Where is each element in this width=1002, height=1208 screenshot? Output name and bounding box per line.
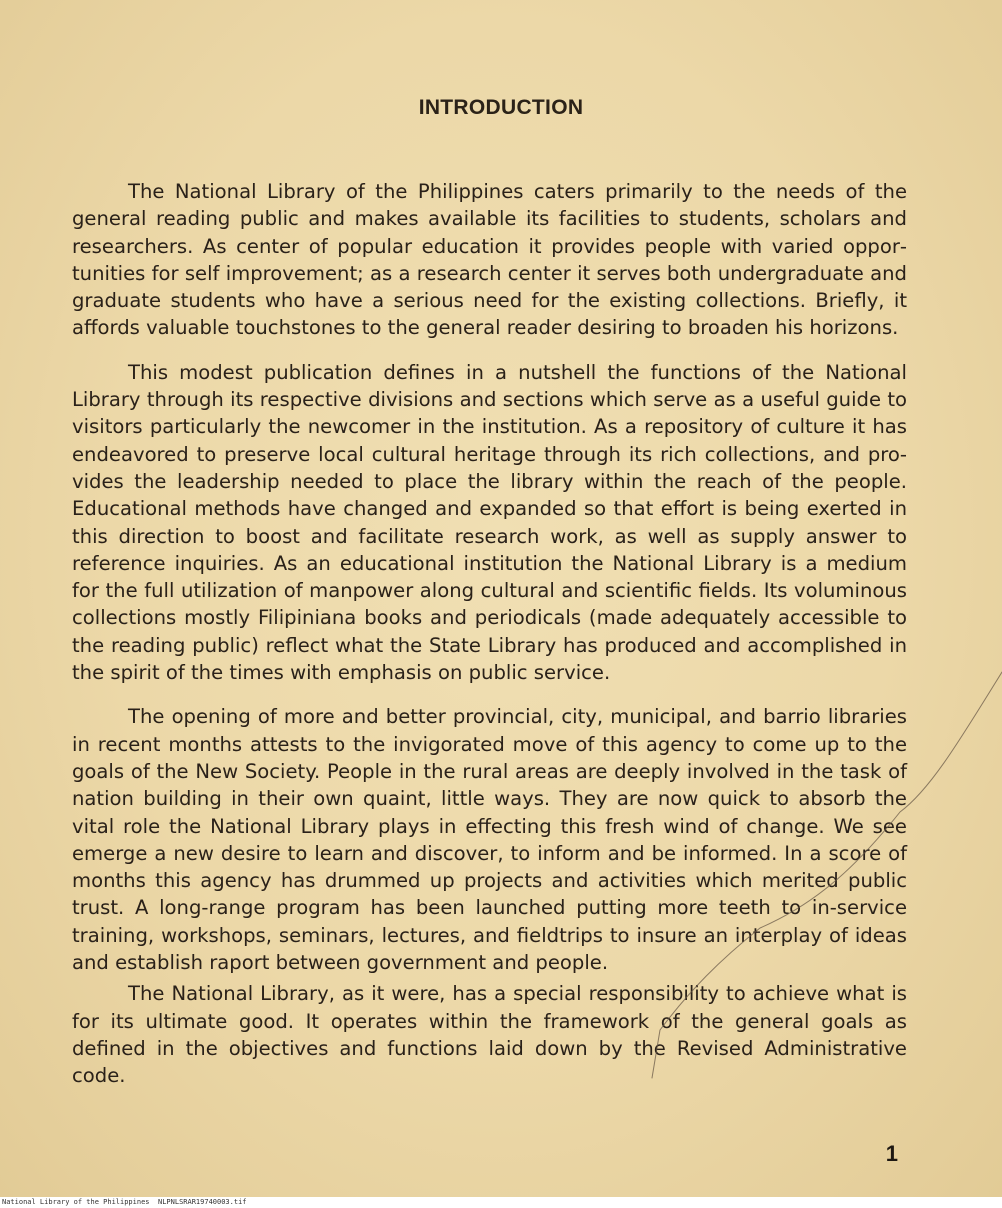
paragraph-2: This modest publication defines in a nutshell the functions of the National Library through its respective divisions and sections which serve as a useful guide to visitors particularly the newcomer in the institution. As a repository of culture it has endeavored to preserve local cultural heritage through its rich collections, and provides the leadership needed to place the library within the reach of the people. Educational methods have changed and expanded so that effort is being exerted in this direction to boost and facilitate research work, as well as supply answer to reference inquiries. As an educational institution the National Library is a medium for the full utilization of manpower along cultural and scientific fields. Its voluminous collections mostly Filipiniana books and periodicals (made adequately accessible to the reading public) reflect what the State Library has produced and accomplished in the spirit of the times with emphasis on public service. bbox=[72, 360, 907, 685]
page-number: 1 bbox=[885, 1141, 898, 1166]
body-text bbox=[72, 178, 907, 1107]
paragraph-3: The opening of more and better provincial, city, municipal, and barrio libraries in recent months attests to the invigorated move of this agency to come up to the goals of the New Society. People in the rural areas are deeply involved in the task of nation building in their own quaint, little ways. They are now quick to absorb the vital role the National Library plays in effecting this fresh wind of change. We see emerge a new desire to learn and discover, to inform and be informed. In a score of months this agency has drummed up projects and activities which merited public trust. A long-range program has been launched putting more teeth to in-service training, workshops, seminars, lectures, and fieldtrips to insure an interplay of ideas and establish raport between government and people. bbox=[72, 705, 907, 975]
page-title: INTRODUCTION bbox=[418, 96, 584, 119]
scan-footer bbox=[0, 1197, 1002, 1208]
paragraph-4: The National Library, as it were, has a special responsibility to achieve what is for its ultimate good. It operates within the framework of the general goals as defined in the objectives and functions laid down by the Revised Administrative code. bbox=[72, 982, 907, 1088]
paragraph-1: The National Library of the Philippines caters primarily to the needs of the general reading public and makes available its facilities to students, scholars and researchers. As center of popular education it provides people with varied opportunities for self improvement; as a research center it serves both undergraduate and graduate students who have a serious need for the existing collections. Briefly, it affords valuable touchstones to the general reader desiring to broaden his horizons. bbox=[72, 180, 907, 340]
scan-source-label: National Library of the Philippines bbox=[2, 1198, 150, 1206]
scan-file-id: NLPNLSRAR19740003.tif bbox=[158, 1198, 247, 1206]
